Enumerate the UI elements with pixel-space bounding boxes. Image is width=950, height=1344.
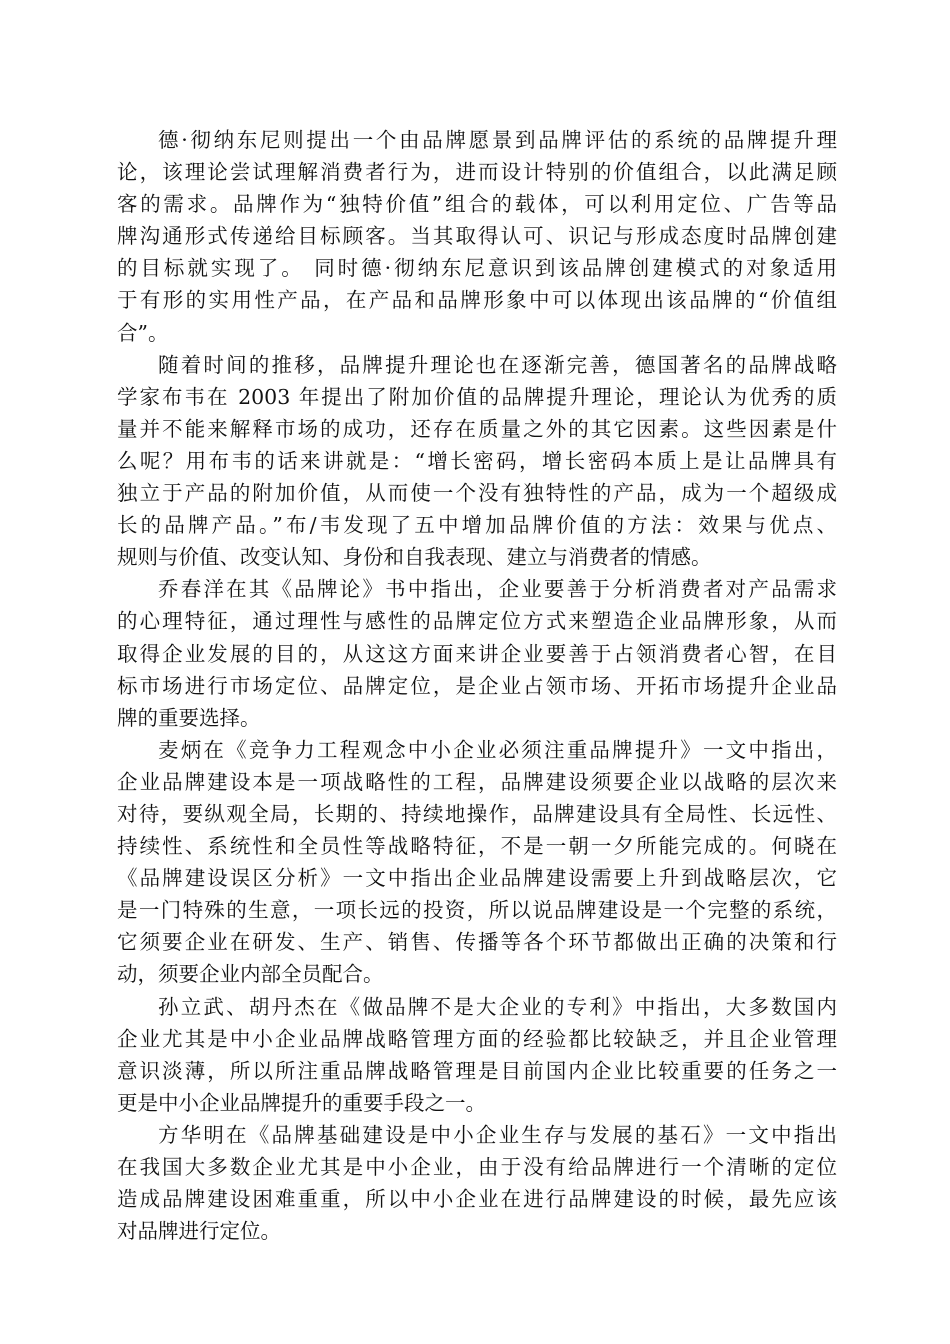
text-line: 么呢？用布韦的话来讲就是：“增长密码，增长密码本质上是让品牌具有 [117, 448, 837, 473]
text-line: 对品牌进行定位。 [117, 1219, 281, 1244]
text-line: 对待，要纵观全局，长期的、持续地操作，品牌建设具有全局性、长远性、 [117, 801, 837, 826]
paragraph-2 [117, 349, 837, 574]
text-line: 在我国大多数企业尤其是中小企业，由于没有给品牌进行一个清晰的定位 [117, 1155, 837, 1179]
text-line: 意识淡薄，所以所注重品牌战略管理是目前国内企业比较重要的任务之一 [117, 1058, 837, 1083]
paragraph-6 [117, 1119, 837, 1247]
text-line: 独立于产品的附加价值，从而使一个没有独特性的产品，成为一个超级成 [117, 481, 837, 506]
text-line: 合”。 [117, 320, 169, 345]
text-line: 规则与价值、改变认知、身份和自我表现、建立与消费者的情感。 [117, 545, 712, 570]
text-line: 《品牌建设误区分析》一文中指出企业品牌建设需要上升到战略层次，它 [117, 866, 837, 891]
text-line: 长的品牌产品。”布/韦发现了五中增加品牌价值的方法：效果与优点、 [117, 513, 837, 538]
text-line: 德·彻纳东尼则提出一个由品牌愿景到品牌评估的系统的品牌提升理 [158, 128, 837, 152]
text-line: 随着时间的推移，品牌提升理论也在逐渐完善，德国著名的品牌战略 [158, 352, 837, 377]
text-line: 牌沟通形式传递给目标顾客。当其取得认可、识记与形成态度时品牌创建 [117, 224, 837, 249]
text-line: 的心理特征，通过理性与感性的品牌定位方式来塑造企业品牌形象，从而 [117, 609, 837, 634]
text-line: 它须要企业在研发、生产、销售、传播等各个环节都做出正确的决策和行 [117, 930, 837, 955]
text-line: 造成品牌建设困难重重，所以中小企业在进行品牌建设的时候，最先应该 [117, 1187, 837, 1212]
text-line: 企业品牌建设本是一项战略性的工程，品牌建设须要企业以战略的层次来 [117, 769, 837, 794]
paragraph-3 [117, 573, 837, 733]
text-line: 乔春洋在其《品牌论》书中指出，企业要善于分析消费者对产品需求 [158, 577, 837, 602]
text-line: 麦炳在《竞争力工程观念中小企业必须注重品牌提升》一文中指出， [158, 737, 837, 762]
text-line: 于有形的实用性产品，在产品和品牌形象中可以体现出该品牌的“价值组 [117, 288, 837, 313]
text-line: 客的需求。品牌作为“独特价值”组合的载体，可以利用定位、广告等品 [117, 192, 837, 217]
text-line: 方华明在《品牌基础建设是中小企业生存与发展的基石》一文中指出 [158, 1122, 837, 1147]
document-body [117, 124, 837, 1247]
text-line: 学家布韦在 2003 年提出了附加价值的品牌提升理论，理论认为优秀的质 [117, 384, 837, 409]
text-line: 论，该理论尝试理解消费者行为，进而设计特别的价值组合，以此满足顾 [117, 160, 837, 185]
text-line: 持续性、系统性和全员性等战略特征，不是一朝一夕所能完成的。何晓在 [117, 834, 837, 859]
text-line: 取得企业发展的目的，从这这方面来讲企业要善于占领消费者心智，在目 [117, 641, 837, 666]
text-line: 标市场进行市场定位、品牌定位，是企业占领市场、开拓市场提升企业品 [117, 673, 837, 698]
text-line: 牌的重要选择。 [117, 705, 261, 730]
text-line: 量并不能来解释市场的成功，还存在质量之外的其它因素。这些因素是什 [117, 416, 837, 441]
text-line: 的目标就实现了。 同时德·彻纳东尼意识到该品牌创建模式的对象适用 [117, 256, 837, 281]
text-line: 动，须要企业内部全员配合。 [117, 962, 384, 987]
text-line: 更是中小企业品牌提升的重要手段之一。 [117, 1090, 486, 1115]
paragraph-1 [117, 124, 837, 349]
text-line: 企业尤其是中小企业品牌战略管理方面的经验都比较缺乏，并且企业管理 [117, 1026, 837, 1051]
paragraph-4 [117, 734, 837, 991]
paragraph-5 [117, 991, 837, 1119]
text-line: 是一门特殊的生意，一项长远的投资，所以说品牌建设是一个完整的系统， [117, 898, 837, 923]
text-line: 孙立武、胡丹杰在《做品牌不是大企业的专利》中指出，大多数国内 [158, 994, 837, 1019]
